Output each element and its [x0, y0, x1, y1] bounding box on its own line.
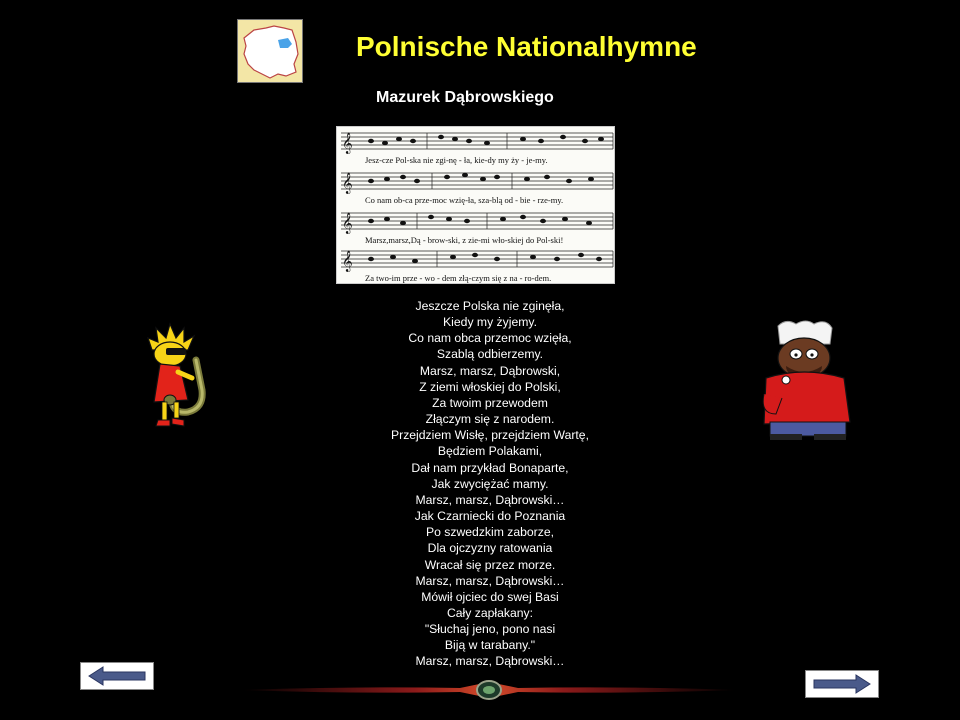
ornamental-divider: [240, 676, 738, 704]
lyric-line: Wracał się przez morze.: [424, 557, 556, 572]
lyric-line: Szablą odbierzemy.: [436, 347, 544, 362]
arrow-left-icon: [81, 663, 153, 689]
lyric-line: Dał nam przykład Bonaparte,: [411, 460, 569, 475]
svg-text:𝄞: 𝄞: [342, 251, 353, 272]
lyric-line: Po szwedzkim zaborze,: [425, 525, 555, 540]
arrow-right-icon: [806, 671, 878, 697]
lyric-line: Kiedy my żyjemy.: [443, 315, 537, 330]
score-lyric-line: Marsz,marsz,Dą - brow-ski, z zie-mi wło-skiej do Pol-ski!: [365, 235, 564, 245]
chef-icon: [756, 318, 860, 444]
lyric-line: Jeszcze Polska nie zginęła,: [415, 299, 565, 313]
lyric-line: Cały zapłakany:: [446, 605, 534, 620]
lyric-line: "Słuchaj jeno, pono nasi: [424, 622, 556, 637]
lyric-line: Mówił ojciec do swej Basi: [421, 589, 559, 604]
lyric-line: Jak zwyciężać mamy.: [431, 476, 549, 491]
lyric-line: Jak Czarniecki do Poznania: [414, 509, 566, 524]
lyric-line: Będziem Polakami,: [437, 444, 543, 459]
lyric-line: Dla ojczyzny ratowania: [427, 541, 553, 556]
score-lyric-line: Jesz-cze Pol-ska nie zgi-nę - ła, kie-dy my ży - je-my.: [365, 155, 548, 165]
lyric-line: Biją w tarabany.": [444, 638, 536, 653]
lyric-line: Przejdziem Wisłę, przejdziem Wartę,: [391, 428, 589, 443]
anthem-lyrics: [330, 298, 650, 670]
svg-text:𝄞: 𝄞: [342, 173, 353, 194]
lyric-line: Złączym się z narodem.: [425, 412, 555, 427]
lyric-line: Za twoim przewodem: [432, 395, 548, 410]
svg-text:𝄞: 𝄞: [342, 213, 353, 234]
lyric-line: Marsz, marsz, Dąbrowski…: [415, 492, 565, 507]
previous-button[interactable]: [80, 662, 154, 690]
poland-map-icon: [237, 19, 303, 83]
score-lyric-line: Co nam ob-ca prze-moc wzię-ła, sza-blą od - bie - rze-my.: [365, 195, 564, 205]
lisa-saxophone-icon: [144, 320, 216, 432]
lyric-line: Co nam obca przemoc wzięła,: [408, 331, 572, 346]
sheet-music: [336, 126, 615, 284]
anthem-subtitle: Mazurek Dąbrowskiego: [376, 89, 554, 106]
lyric-line: Marsz, marsz, Dąbrowski…: [415, 654, 565, 669]
page-title: Polnische Nationalhymne: [356, 31, 697, 62]
lyric-line: Z ziemi włoskiej do Polski,: [419, 379, 561, 394]
next-button[interactable]: [805, 670, 879, 698]
svg-text:𝄞: 𝄞: [342, 133, 353, 154]
lyric-line: Marsz, marsz, Dąbrowski…: [415, 573, 565, 588]
lyric-line: Marsz, marsz, Dąbrowski,: [419, 363, 561, 378]
score-lyric-line: Za two-im prze - wo - dem złą-czym się z na - ro-dem.: [365, 273, 552, 283]
